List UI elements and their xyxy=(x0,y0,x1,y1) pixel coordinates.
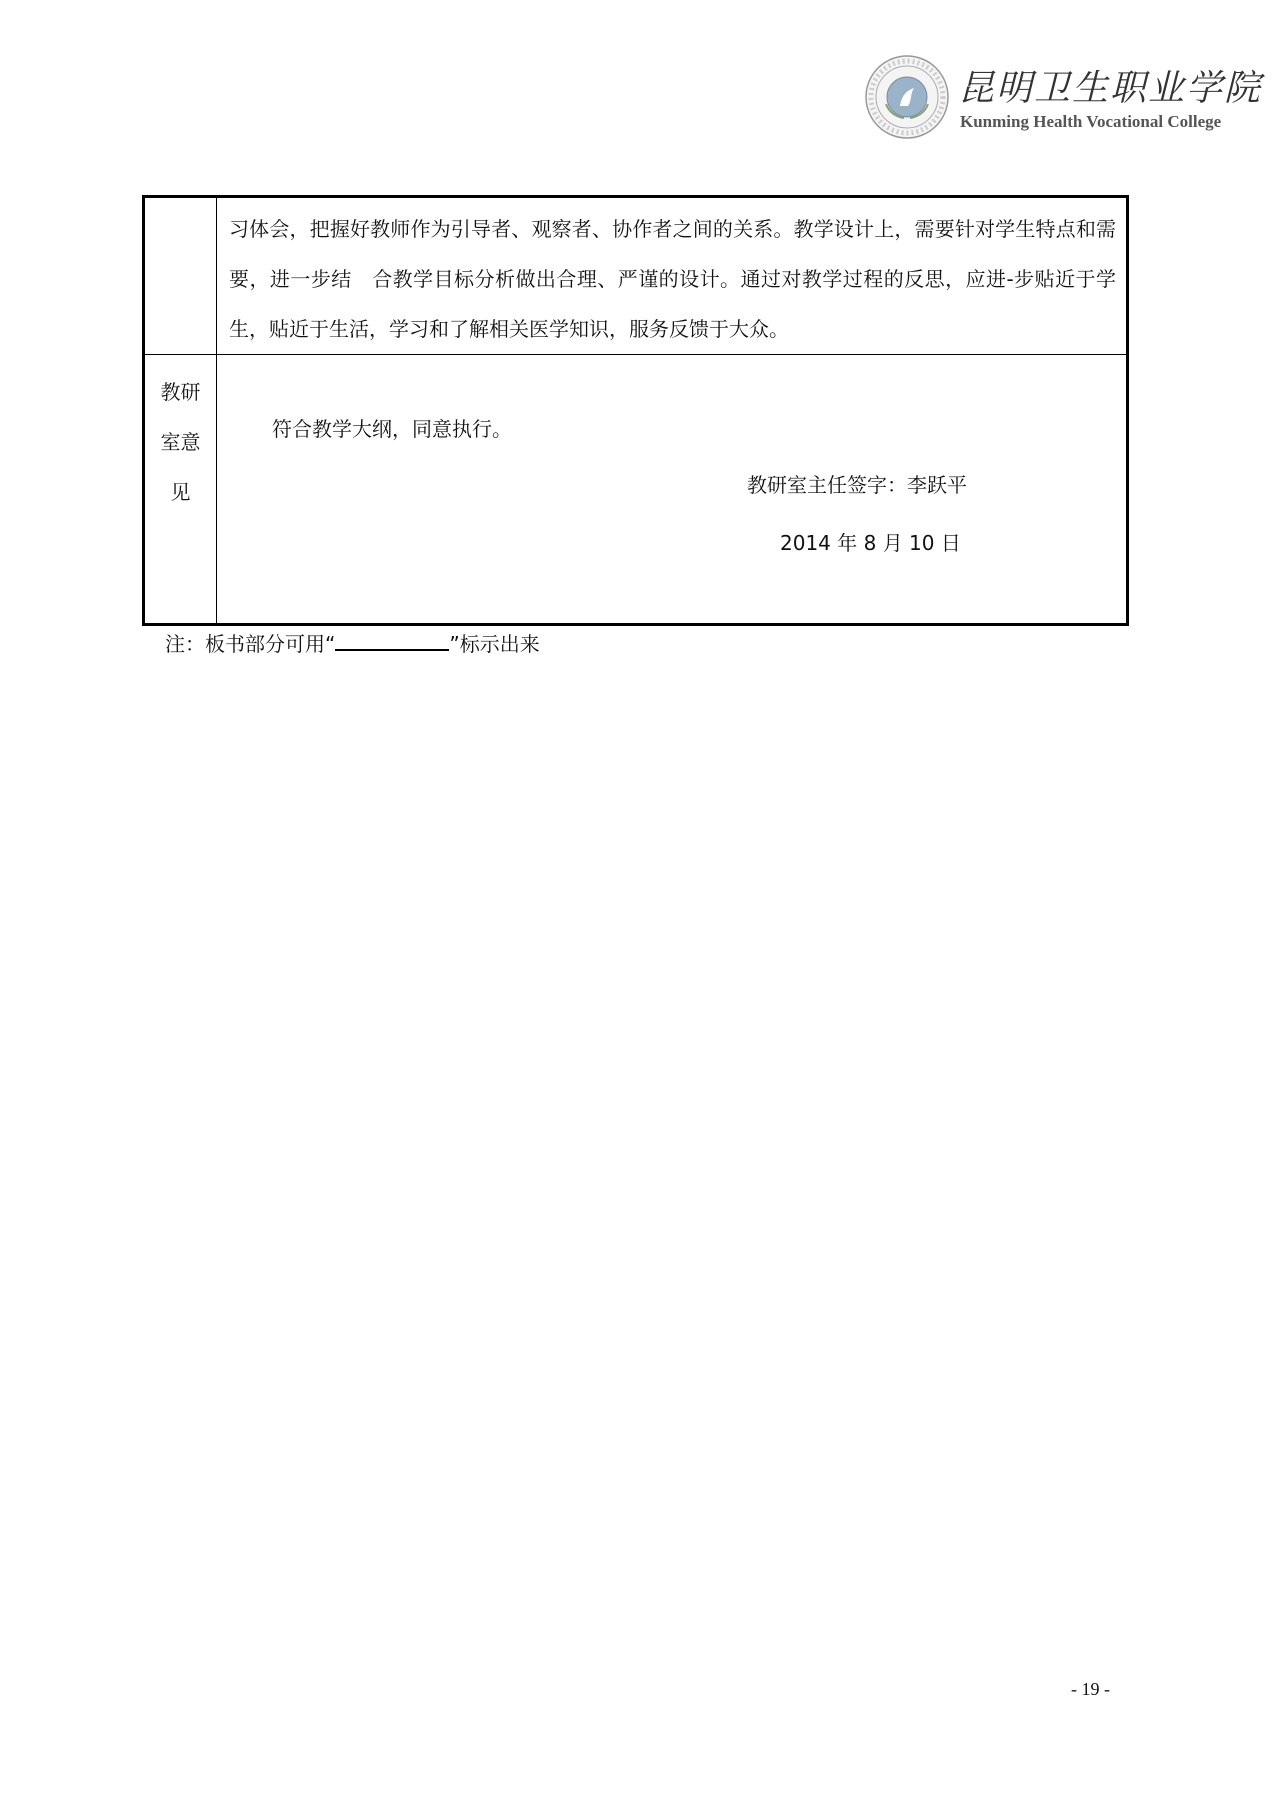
table-row-reflection xyxy=(144,197,1128,355)
footnote-prefix: 注：板书部分可用“ xyxy=(165,632,336,656)
opinion-label-line1: 教研 xyxy=(160,380,201,404)
opinion-text: 符合教学大纲，同意执行。 xyxy=(272,417,512,441)
opinion-content-cell xyxy=(217,355,1128,625)
opinion-label-line3: 见 xyxy=(170,480,191,504)
page-number: - 19 - xyxy=(1071,1679,1110,1699)
college-seal-icon xyxy=(864,54,950,140)
signature-date: 2014 年 8 月 10 日 xyxy=(780,531,961,555)
director-signature: 教研室主任签字：李跃平 xyxy=(747,473,967,497)
reflection-paragraph: 习体会，把握好教师作为引导者、观察者、协作者之间的关系。教学设计上，需要针对学生特点和需要，进一步结 合教学目标分析做出合理、严谨的设计。通过对教学过程的反思，应进-步贴近于学生，贴近于生活，学习和了解相关医学知识，服务反馈于大众。 xyxy=(229,217,1116,341)
review-table xyxy=(142,195,1129,626)
opinion-label-cell xyxy=(144,355,217,625)
page-header xyxy=(864,52,1263,142)
college-name-cn: 昆明卫生职业学院 xyxy=(958,68,1263,109)
footnote-blank-line xyxy=(335,629,449,651)
table-label-cell-empty xyxy=(144,197,217,355)
opinion-label-line2: 室意 xyxy=(160,430,201,454)
table-row-opinion xyxy=(144,355,1128,625)
footnote-suffix: ”标示出来 xyxy=(449,632,540,656)
table-content-cell xyxy=(217,197,1128,355)
footnote xyxy=(165,628,540,657)
college-name-en: Kunming Health Vocational College xyxy=(960,112,1222,131)
